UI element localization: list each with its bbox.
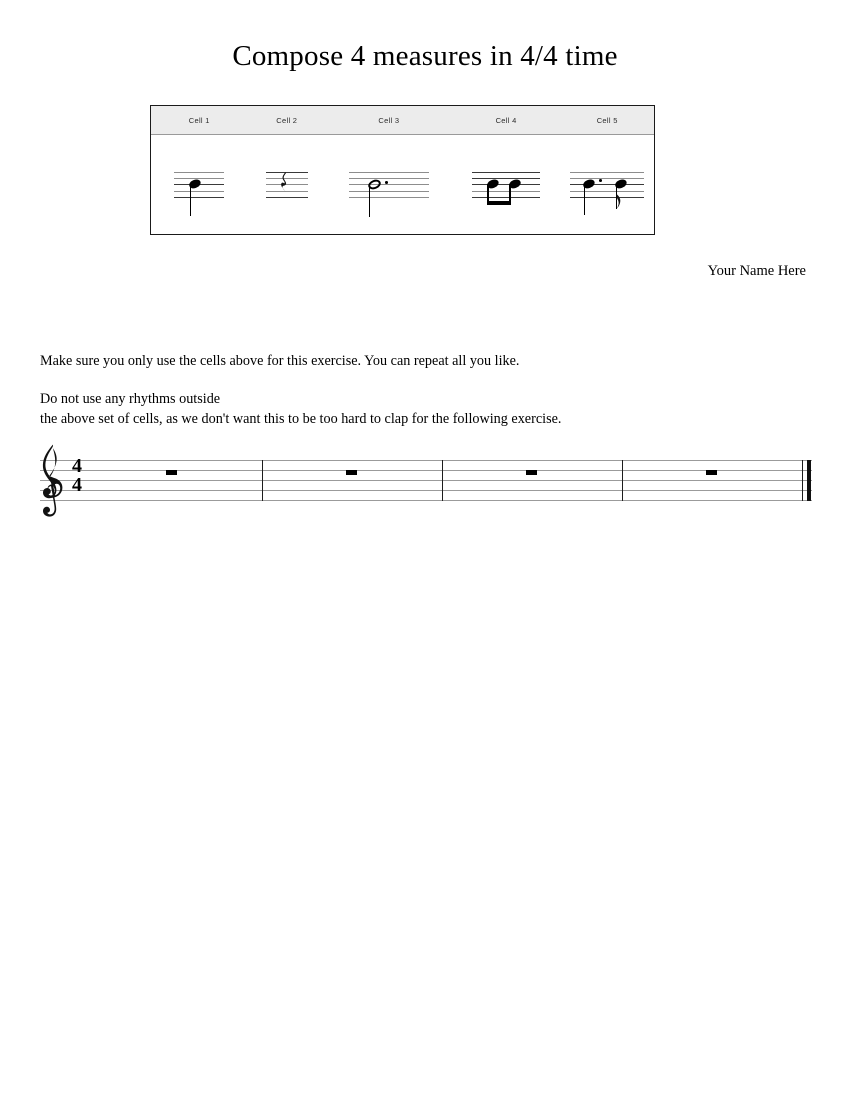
cell-header-2: Cell 2 [276, 115, 298, 125]
quarter-rest-icon [266, 172, 308, 198]
instruction-paragraph-2-line-2: the above set of cells, as we don't want this to be too hard to clap for the following exercise. [40, 411, 562, 427]
cell-header-1: Cell 1 [188, 115, 210, 125]
rhythm-cell-table-body-row [151, 135, 654, 234]
rhythm-cell-5 [560, 135, 654, 234]
barline-3 [622, 460, 623, 501]
student-name-field[interactable]: Your Name Here [707, 263, 806, 279]
staff-lines [40, 460, 812, 501]
final-barline-thick [807, 460, 811, 501]
rhythm-cell-4 [452, 135, 561, 234]
time-signature-numerator: 4 [72, 455, 82, 477]
instruction-paragraph-2 [40, 389, 800, 429]
music-staff-system[interactable] [40, 455, 812, 520]
whole-rest-measure-4[interactable] [706, 470, 717, 475]
cell-header-5: Cell 5 [596, 115, 618, 125]
instruction-paragraph-2-line-1: Do not use any rhythms outside [40, 391, 221, 407]
whole-rest-measure-3[interactable] [526, 470, 537, 475]
treble-clef-icon [36, 444, 70, 518]
rhythm-cell-2 [248, 135, 326, 234]
time-signature-denominator: 4 [72, 474, 82, 496]
dotted-quarter-eighth-icon [570, 172, 644, 198]
rhythm-cell-1 [151, 135, 248, 234]
rhythm-cell-table [150, 105, 655, 235]
barline-2 [442, 460, 443, 501]
cell-header-3: Cell 3 [378, 115, 400, 125]
final-barline-thin [802, 460, 803, 501]
rhythm-cell-table-header-row [151, 106, 654, 135]
cell-header-4: Cell 4 [495, 115, 517, 125]
whole-rest-measure-1[interactable] [166, 470, 177, 475]
page-title: Compose 4 measures in 4/4 time [232, 40, 618, 72]
whole-rest-measure-2[interactable] [346, 470, 357, 475]
two-eighth-notes-icon [472, 172, 540, 198]
time-signature [72, 457, 82, 495]
barline-1 [262, 460, 263, 501]
quarter-note-icon [174, 172, 224, 198]
dotted-half-note-icon [349, 172, 429, 198]
instruction-paragraph-1: Make sure you only use the cells above for this exercise. You can repeat all you like. [40, 353, 520, 369]
instructions-block [40, 351, 800, 429]
rhythm-cell-3 [326, 135, 452, 234]
